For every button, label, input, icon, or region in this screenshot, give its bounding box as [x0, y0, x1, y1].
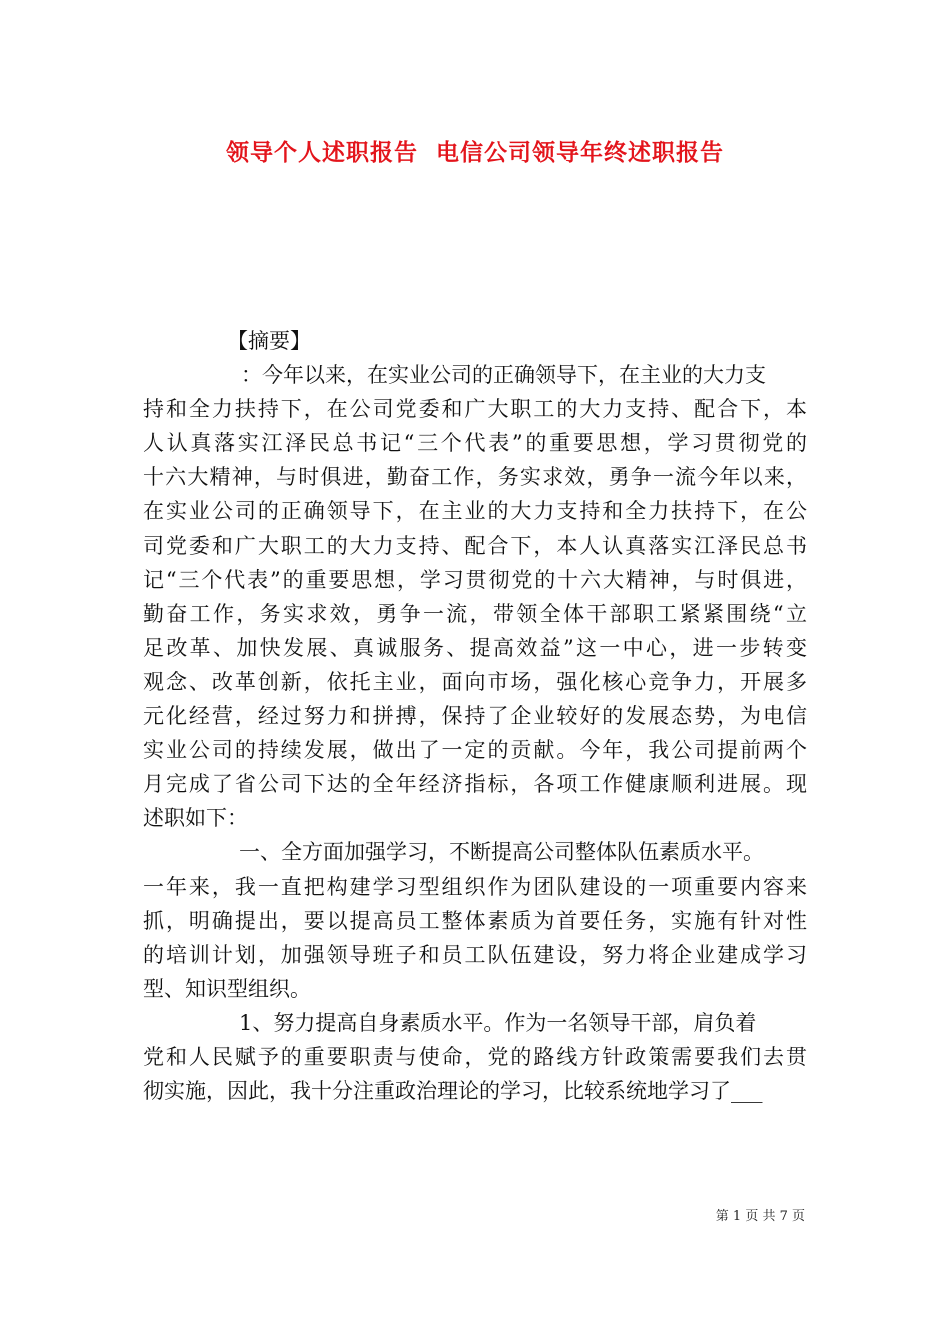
text-line: 实业公司的持续发展，做出了一定的贡献。今年，我公司提前两个: [143, 738, 807, 763]
text-line: 十六大精神，与时俱进，勤奋工作，务实求效，勇争一流今年以来，: [143, 465, 807, 490]
page-footer: 第 1 页 共 7 页: [715, 1209, 805, 1224]
text-line: 月完成了省公司下达的全年经济指标，各项工作健康顺利进展。现: [143, 772, 807, 797]
text-line: 持和全力扶持下，在公司党委和广大职工的大力支持、配合下，本: [143, 397, 807, 422]
text-line: 足改革、加快发展、真诚服务、提高效益”这一中心，进一步转变: [143, 635, 807, 660]
text-line: 人认真落实江泽民总书记“三个代表”的重要思想，学习贯彻党的: [143, 431, 807, 456]
text-line: 抓，明确提出，要以提高员工整体素质为首要任务，实施有针对性: [143, 908, 807, 933]
text-line: ：今年以来，在实业公司的正确领导下，在主业的大力支: [241, 363, 766, 388]
text-line: 党和人民赋予的重要职责与使命，党的路线方针政策需要我们去贯: [143, 1044, 807, 1069]
text-line: 勤奋工作，务实求效，勇争一流，带领全体干部职工紧紧围绕“立: [143, 601, 807, 626]
text-line: 司党委和广大职工的大力支持、配合下，本人认真落实江泽民总书: [143, 533, 807, 558]
text-line: 型、知识型组织。: [143, 976, 311, 1001]
abstract-label: 【摘要】: [227, 329, 311, 353]
text-line: 彻实施，因此，我十分注重政治理论的学习，比较系统地学习了___: [143, 1079, 763, 1104]
subsection-heading: 1、努力提高自身素质水平。作为一名领导干部，肩负着: [239, 1010, 757, 1035]
document-body: [143, 324, 807, 1108]
text-line: 在实业公司的正确领导下，在主业的大力支持和全力扶持下，在公: [143, 499, 807, 524]
section-heading: 一、全方面加强学习，不断提高公司整体队伍素质水平。: [239, 840, 764, 865]
text-line: 记“三个代表”的重要思想，学习贯彻党的十六大精神，与时俱进，: [143, 567, 807, 592]
text-line: 元化经营，经过努力和拼搏，保持了企业较好的发展态势，为电信: [143, 704, 807, 729]
page-title: 领导个人述职报告 电信公司领导年终述职报告: [225, 139, 724, 166]
text-line: 述职如下：: [143, 806, 248, 831]
text-line: 的培训计划，加强领导班子和员工队伍建设，努力将企业建成学习: [143, 942, 807, 967]
text-line: 观念、改革创新，依托主业，面向市场，强化核心竞争力，开展多: [143, 669, 807, 694]
text-line: 一年来，我一直把构建学习型组织作为团队建设的一项重要内容来: [143, 874, 807, 899]
